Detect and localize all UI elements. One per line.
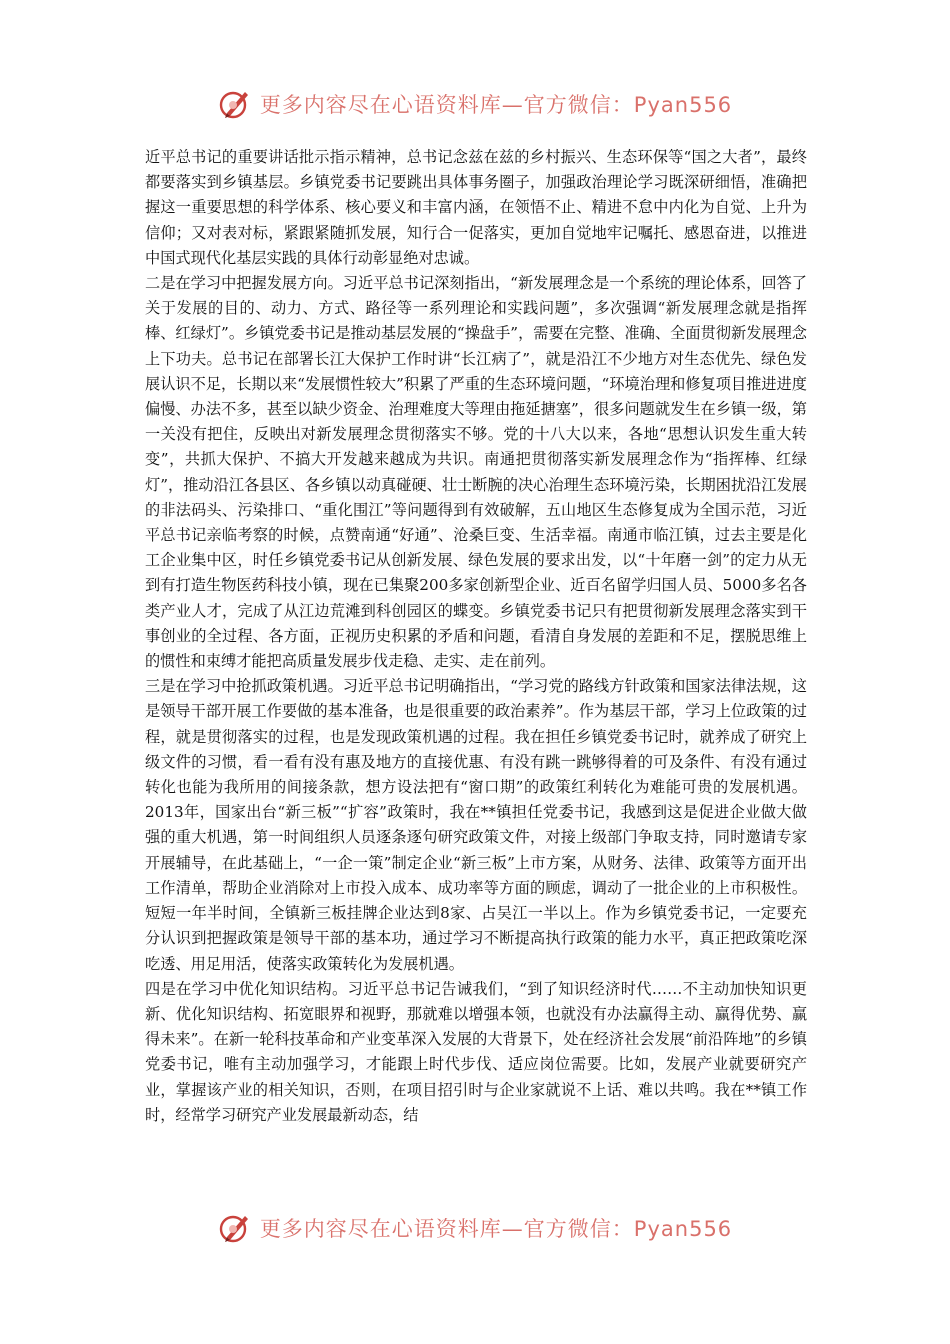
paragraph-2: 二是在学习中把握发展方向。习近平总书记深刻指出，“新发展理念是一个系统的理论体系，回答了关于发展的目的、动力、方式、路径等一系列理论和实践问题”，多次强调“新发展理念就是指挥棒、红绿灯”。乡镇党委书记是推动基层发展的“操盘手”，需要在完整、准确、全面贯彻新发展理念上下功夫。总书记在部署长江大保护工作时讲“长江病了”，就是沿江不少地方对生态优先、绿色发展认识不足，长期以来“发展惯性较大”积累了严重的生态环境问题，“环境治理和修复项目推进进度偏慢、办法不多，甚至以缺少资金、治理难度大等理由拖延搪塞”，很多问题就发生在乡镇一级，第一关没有把住，反映出对新发展理念贯彻落实不够。党的十八大以来，各地“思想认识发生重大转变”，共抓大保护、不搞大开发越来越成为共识。南通把贯彻落实新发展理念作为“指挥棒、红绿灯”，推动沿江各县区、各乡镇以动真碰硬、壮士断腕的决心治理生态环境污染，长期困扰沿江发展的非法码头、污染排口、“重化围江”等问题得到有效破解，五山地区生态修复成为全国示范，习近平总书记亲临考察的时候，点赞南通“好通”、沧桑巨变、生活幸福。南通市临江镇，过去主要是化工企业集中区，时任乡镇党委书记从创新发展、绿色发展的要求出发，以“十年磨一剑”的定力从无到有打造生物医药科技小镇，现在已集聚200多家创新型企业、近百名留学归国人员、5000多名各类产业人才，完成了从江边荒滩到科创园区的蝶变。乡镇党委书记只有把贯彻新发展理念落实到干事创业的全过程、各方面，正视历史积累的矛盾和问题，看清自身发展的差距和不足，摆脱思维上的惯性和束缚才能把高质量发展步伐走稳、走实、走在前列。 [145,274,807,671]
paragraph-3: 三是在学习中抢抓政策机遇。习近平总书记明确指出，“学习党的路线方针政策和国家法律法规，这是领导干部开展工作要做的基本准备，也是很重要的政治素养”。作为基层干部，学习上位政策的过程，就是贯彻落实的过程，也是发现政策机遇的过程。我在担任乡镇党委书记时，就养成了研究上级文件的习惯，看一看有没有惠及地方的直接优惠、有没有跳一跳够得着的可及条件、有没有通过转化也能为我所用的间接条款，想方设法把有“窗口期”的政策红利转化为难能可贵的发展机遇。2013年，国家出台“新三板”“扩容”政策时，我在**镇担任党委书记，我感到这是促进企业做大做强的重大机遇，第一时间组织人员逐条逐句研究政策文件，对接上级部门争取支持，同时邀请专家开展辅导，在此基础上，“一企一策”制定企业“新三板”上市方案，从财务、法律、政策等方面开出工作清单，帮助企业消除对上市投入成本、成功率等方面的顾虑，调动了一批企业的上市积极性。短短一年半时间，全镇新三板挂牌企业达到8家、占吴江一半以上。作为乡镇党委书记，一定要充分认识到把握政策是领导干部的基本功，通过学习不断提高执行政策的能力水平，真正把政策吃深吃透、用足用活，使落实政策转化为发展机遇。 [145,677,807,973]
header-watermark-text: 更多内容尽在心语资料库—官方微信：Pyan556 [259,93,733,117]
header-watermark-banner [0,84,950,124]
paragraph-4: 四是在学习中优化知识结构。习近平总书记告诫我们，“到了知识经济时代……不主动加快知识更新、优化知识结构、拓宽眼界和视野，那就难以增强本领，也就没有办法赢得主动、赢得优势、赢得未来”。在新一轮科技革命和产业变革深入发展的大背景下，处在经济社会发展“前沿阵地”的乡镇党委书记，唯有主动加强学习，才能跟上时代步伐、适应岗位需要。比如，发展产业就要研究产业，掌握该产业的相关知识，否则，在项目招引时与企业家就说不上话、难以共鸣。我在**镇工作时，经常学习研究产业发展最新动态，结 [145,979,807,1124]
document-body [145,145,807,1128]
paragraph-1: 近平总书记的重要讲话批示指示精神，总书记念兹在兹的乡村振兴、生态环保等“国之大者”，最终都要落实到乡镇基层。乡镇党委书记要跳出具体事务圈子，加强政治理论学习既深研细悟，准确把握这一重要思想的科学体系、核心要义和丰富内涵，在领悟不止、精进不怠中内化为自觉、上升为信仰；又对表对标，紧跟紧随抓发展，知行合一促落实，更加自觉地牢记嘱托、感恩奋进，以推进中国式现代化基层实践的具体行动彰显绝对忠诚。 [145,148,807,267]
footer-watermark-text: 更多内容尽在心语资料库—官方微信：Pyan556 [259,1217,733,1241]
footer-watermark-banner [0,1208,950,1248]
pen-logo-icon [218,1211,252,1245]
pen-logo-icon [218,87,252,121]
